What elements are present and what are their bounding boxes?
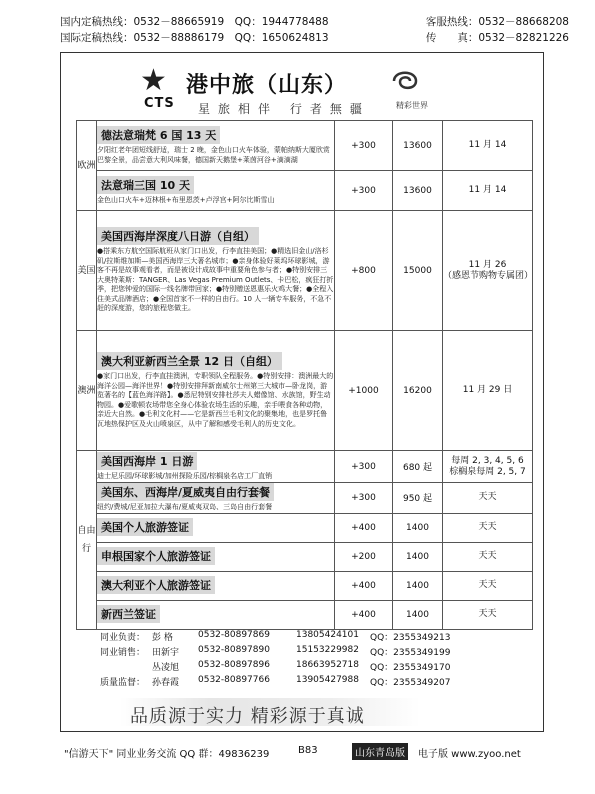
- slogan-banner: 品质源于实力 精彩源于真诚: [130, 706, 365, 727]
- table-row: [77, 331, 533, 451]
- price: 15000: [393, 211, 443, 331]
- product-desc: 迪士尼乐园/环球影城/加州探险乐园/棕榈泉名店工厂直销: [97, 471, 273, 480]
- region-cell: 美国: [77, 211, 97, 331]
- price-add: +400: [335, 513, 393, 542]
- contact-mobile: 15153229982: [296, 645, 359, 655]
- product-title: 德法意瑞梵 6 国 13 天: [97, 126, 220, 144]
- service-hotline: 客服热线：0532－88668208: [425, 16, 569, 28]
- price: 1400: [393, 571, 443, 600]
- table-row: [77, 513, 533, 542]
- tour-table: [76, 120, 533, 630]
- contact-mobile: 18663952718: [296, 660, 359, 670]
- price: 680 起: [393, 451, 443, 483]
- cts-logo-text: CTS: [144, 96, 175, 111]
- swirl-logo-icon: [388, 66, 422, 96]
- price: 1400: [393, 513, 443, 542]
- footer-qq-group: "信游天下" 同业业务交流 QQ 群：49836239: [64, 749, 270, 760]
- product-desc: 纽约/费城/尼亚加拉大瀑布/夏威夷双岛、三岛自由行套餐: [97, 503, 273, 511]
- price-add: +400: [335, 600, 393, 629]
- contact-tel: 0532-80897896: [198, 660, 270, 670]
- page-number: B83: [298, 745, 318, 756]
- domestic-hotline: 国内定稿热线：0532－88665919 QQ：1944778488: [60, 16, 329, 28]
- contact-tel: 0532-80897890: [198, 645, 270, 655]
- contact-qq: QQ：2355349207: [370, 678, 451, 688]
- contact-name: 彭 格: [152, 633, 173, 643]
- contact-tel: 0532-80897766: [198, 675, 270, 685]
- brand-slogan: 星旅相伴 行者無疆: [198, 102, 370, 116]
- price: 950 起: [393, 483, 443, 514]
- product-title: 法意瑞三国 10 天: [97, 176, 194, 194]
- international-hotline: 国际定稿热线：0532－88886179 QQ：1650624813: [60, 32, 329, 44]
- product-title: 澳大利亚个人旅游签证: [97, 576, 215, 594]
- departure-date: 11 月 14: [443, 171, 533, 211]
- product-title: 美国西海岸 1 日游: [97, 452, 197, 470]
- price: 13600: [393, 171, 443, 211]
- product-desc: 金色山口火车+迈林根+布里恩茨+卢浮宫+阿尔比斯雪山: [97, 195, 275, 204]
- departure-date: 每周 2, 3, 4, 5, 6 棕榈泉每周 2, 5, 7: [443, 451, 533, 483]
- departure-date: 天天: [443, 542, 533, 571]
- footer-website: 电子版 www.zyoo.net: [418, 749, 521, 760]
- product-title: 美国东、西海岸/夏威夷自由行套餐: [97, 483, 274, 501]
- table-row: [77, 542, 533, 571]
- product-title: 美国个人旅游签证: [97, 518, 193, 536]
- product-title: 新西兰签证: [97, 605, 160, 623]
- logo-area: [140, 63, 500, 116]
- price: 13600: [393, 121, 443, 171]
- price-add: +300: [335, 451, 393, 483]
- table-row: [77, 171, 533, 211]
- departure-date: 天天: [443, 483, 533, 514]
- contact-role: 同业销售：: [100, 648, 146, 658]
- contact-tel: 0532-80897869: [198, 630, 270, 640]
- departure-date: 天天: [443, 571, 533, 600]
- departure-date: 天天: [443, 513, 533, 542]
- contact-qq: QQ：2355349199: [370, 648, 451, 658]
- product-desc: ●搭乘东方航空国际航班从家门口出发，行李直挂美国；●精选旧金山/洛杉矶/拉斯维加斯—美国西海岸三大著名城市；●亲身体验好莱坞环球影城，游客不再是故事观看者，而是被设计成故事中重要角色参与者；●特别安排三大奥特莱斯：TANGER、Las Vegas Premium Outlets、卡巴松，疯狂打折季，把您钟爱的国际一线名牌带回家；●特别赠送恩惠乐火鸡大餐；●全程入住美式品牌酒店；●全国首家不一样的自由行。10 人一辆专车服务，不急不赶的深度游，您的旅程您做主。: [97, 247, 334, 313]
- contact-qq: QQ：2355349213: [370, 633, 451, 643]
- price-add: +200: [335, 542, 393, 571]
- star-logo-icon: ★: [140, 63, 167, 98]
- table-row: [77, 571, 533, 600]
- contact-mobile: 13805424101: [296, 630, 359, 640]
- product-desc: 夕阳红老年团短线舒适，瑞士 2 晚，金色山口火车体验，蒙帕纳斯大厦欣赏巴黎全景，品尝意大利风味餐，德国新天鹅堡+莱茵河谷+滴滴湖: [97, 146, 330, 164]
- table-row: [77, 451, 533, 483]
- contact-mobile: 13905427988: [296, 675, 359, 685]
- price-add: +300: [335, 483, 393, 514]
- departure-date: 11 月 26 （感恩节购物专属团）: [443, 211, 533, 331]
- product-title: 申根国家个人旅游签证: [97, 547, 215, 565]
- departure-date: 天天: [443, 600, 533, 629]
- contact-name: 丛凌旭: [152, 663, 180, 673]
- contact-role: 同业负责：: [100, 633, 146, 643]
- price-add: +800: [335, 211, 393, 331]
- edition-tag: 山东青岛版: [352, 743, 408, 760]
- product-title: 澳大利亚新西兰全景 12 日（自组）: [97, 352, 282, 370]
- region-cell: 欧洲: [77, 121, 97, 211]
- sub-brand: 精彩世界: [396, 101, 428, 110]
- price: 1400: [393, 542, 443, 571]
- table-row: [77, 600, 533, 629]
- fax-number: 传 真：0532－82821226: [425, 32, 569, 44]
- brand-name: 港中旅（山东）: [186, 73, 348, 98]
- table-row: [77, 121, 533, 171]
- price-add: +300: [335, 121, 393, 171]
- contact-name: 田新宇: [152, 648, 180, 658]
- product-desc: ●家门口出发，行李直挂澳洲，专职领队全程服务。●特别安排：澳洲最大的海洋公园—海洋世界！●特别安排拜新南威尔士州第三大城市—卧龙岗，游览著名的【蓝色海洋路】。●悉尼特别安排杜莎夫人蜡像馆、水族馆，野生动物园。●爱歌顿农场带您全身心体验农场生活的乐趣，亲手喂食各种动物，亲近大自然。●毛利文化村——它是新西兰毛利文化的聚集地，也是罗托鲁瓦地热保护区及火山喷泉区，从中了解和感受毛利人的历史文化。: [97, 372, 334, 428]
- price-add: +400: [335, 571, 393, 600]
- price: 1400: [393, 600, 443, 629]
- departure-date: 11 月 29 日: [443, 331, 533, 451]
- region-cell: 自由行: [77, 451, 97, 630]
- price-add: +1000: [335, 331, 393, 451]
- price: 16200: [393, 331, 443, 451]
- table-row: [77, 211, 533, 331]
- contact-qq: QQ：2355349170: [370, 663, 451, 673]
- contact-role: 质量监督：: [100, 678, 146, 688]
- price-add: +300: [335, 171, 393, 211]
- contact-name: 孙春霞: [152, 678, 180, 688]
- region-cell: 澳洲: [77, 331, 97, 451]
- departure-date: 11 月 14: [443, 121, 533, 171]
- table-row: [77, 483, 533, 514]
- product-title: 美国西海岸深度八日游（自组）: [97, 227, 259, 245]
